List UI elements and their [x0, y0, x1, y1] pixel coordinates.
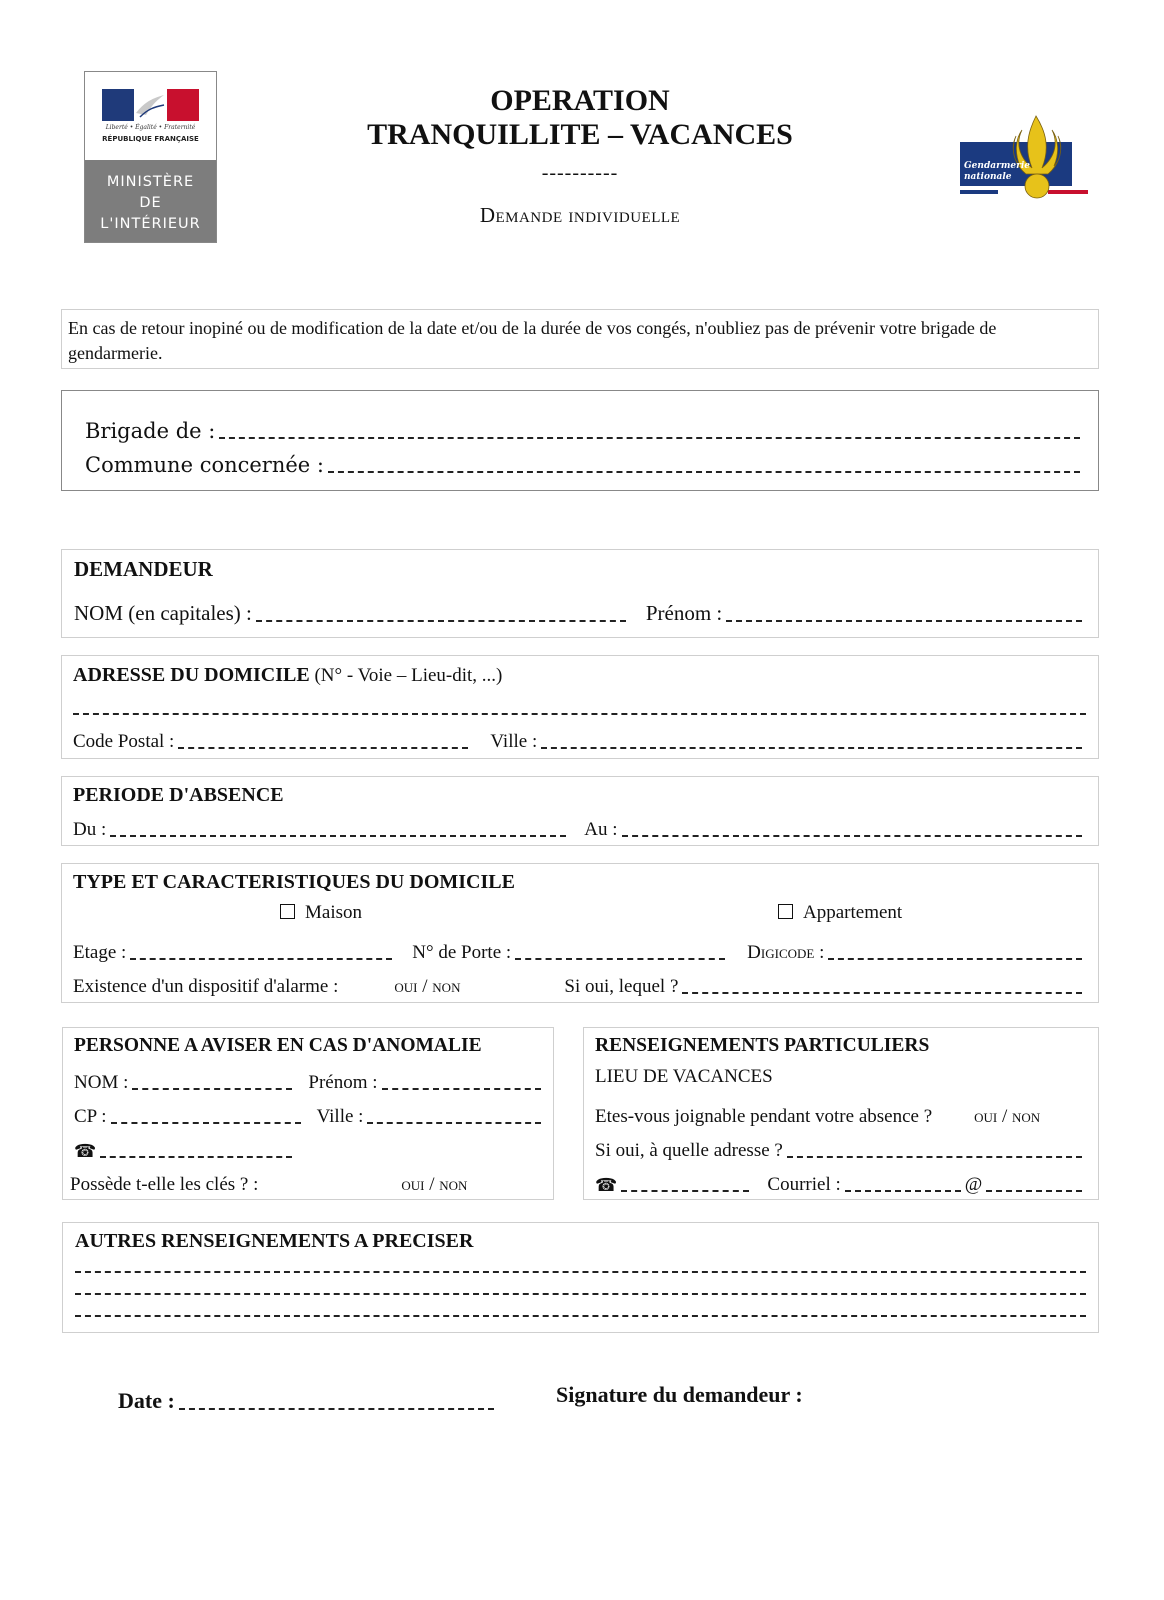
alarme-oui-non[interactable]: oui / non — [394, 976, 461, 997]
republic-label: RÉPUBLIQUE FRANÇAISE — [102, 135, 199, 143]
personne-title: PERSONNE A AVISER EN CAS D'ANOMALIE — [74, 1035, 482, 1056]
type-section — [61, 863, 1099, 1003]
grenade-flame-icon — [958, 112, 1093, 204]
ministry-motto: Liberté • Égalité • Fraternité — [105, 124, 196, 131]
ville-label: Ville : — [490, 731, 538, 752]
ministry-line-3: L'INTÉRIEUR — [100, 216, 201, 232]
lequel-label: Si oui, lequel ? — [564, 976, 679, 997]
cles-oui-non[interactable]: oui / non — [401, 1174, 468, 1195]
page-title-line-1: OPERATION — [490, 84, 670, 117]
du-field[interactable] — [110, 835, 566, 837]
porte-field[interactable] — [515, 958, 725, 960]
code-postal-label: Code Postal : — [73, 731, 175, 752]
lequel-field[interactable] — [682, 992, 1082, 994]
date-field[interactable] — [179, 1408, 494, 1410]
personne-cp-label: CP : — [74, 1106, 107, 1127]
joignable-label: Etes-vous joignable pendant votre absence ? — [595, 1106, 933, 1127]
signature-area[interactable] — [556, 1420, 1076, 1540]
nom-field[interactable] — [256, 620, 626, 622]
etage-field[interactable] — [130, 958, 392, 960]
autres-line-3[interactable] — [75, 1315, 1086, 1317]
cles-label: Possède t-elle les clés ? : — [70, 1174, 259, 1195]
signature-label: Signature du demandeur : — [556, 1382, 803, 1407]
adresse-field[interactable] — [73, 713, 1086, 715]
brigade-field[interactable] — [219, 437, 1080, 439]
page-header — [300, 84, 860, 228]
phone-icon: ☎ — [74, 1141, 97, 1162]
personne-prenom-label: Prénom : — [308, 1072, 378, 1093]
adresse-section — [61, 655, 1099, 759]
autres-line-1[interactable] — [75, 1271, 1086, 1273]
alarme-label: Existence d'un dispositif d'alarme : — [73, 976, 339, 997]
nom-label: NOM (en capitales) : — [74, 601, 252, 625]
personne-nom-field[interactable] — [132, 1088, 292, 1090]
digicode-field[interactable] — [828, 958, 1082, 960]
date-row — [118, 1378, 498, 1414]
prenom-label: Prénom : — [645, 601, 723, 625]
date-label: Date : — [118, 1388, 175, 1413]
maison-checkbox[interactable] — [280, 902, 362, 924]
ministry-line-1: MINISTÈRE — [106, 174, 195, 190]
gendarmerie-label-2: nationale — [964, 172, 1012, 182]
lieu-vacances-label: LIEU DE VACANCES — [595, 1066, 773, 1087]
prenom-field[interactable] — [726, 620, 1082, 622]
notice-text: En cas de retour inopiné ou de modification de la date et/ou de la durée de vos congés, n'oubliez pas de prévenir votre brigade de gendarmerie. — [68, 318, 997, 363]
personne-ville-label: Ville : — [316, 1106, 364, 1127]
renseignements-section — [583, 1027, 1099, 1200]
ministry-logo — [84, 71, 217, 243]
at-sign: @ — [964, 1174, 983, 1195]
etage-label: Etage : — [73, 942, 127, 963]
appartement-checkbox[interactable] — [778, 902, 902, 924]
brigade-box — [61, 390, 1099, 491]
autre-adresse-label: Si oui, à quelle adresse ? — [595, 1140, 783, 1161]
demandeur-title: DEMANDEUR — [74, 557, 213, 581]
courriel-label: Courriel : — [767, 1174, 841, 1195]
notice-box — [61, 309, 1099, 369]
commune-field[interactable] — [328, 471, 1080, 473]
commune-label: Commune concernée : — [85, 453, 324, 477]
adresse-title: ADRESSE DU DOMICILE — [73, 664, 310, 686]
porte-label: N° de Porte : — [412, 942, 512, 963]
adresse-hint: (N° - Voie – Lieu-dit, ...) — [314, 665, 503, 686]
personne-cp-field[interactable] — [111, 1122, 301, 1124]
personne-ville-field[interactable] — [367, 1122, 541, 1124]
joignable-oui-non[interactable]: oui / non — [974, 1106, 1041, 1127]
code-postal-field[interactable] — [178, 747, 468, 749]
du-label: Du : — [73, 819, 107, 840]
appartement-label: Appartement — [803, 902, 903, 923]
au-label: Au : — [584, 819, 618, 840]
french-flag-icon — [102, 89, 199, 121]
courriel-user-field[interactable] — [845, 1190, 961, 1192]
personne-section — [62, 1027, 554, 1200]
title-separator: ---------- — [541, 162, 619, 184]
personne-prenom-field[interactable] — [382, 1088, 541, 1090]
periode-section — [61, 776, 1099, 846]
digicode-label: Digicode : — [747, 942, 825, 963]
ville-field[interactable] — [541, 747, 1082, 749]
phone-icon: ☎ — [595, 1175, 618, 1196]
gendarmerie-logo — [958, 112, 1093, 204]
brigade-label: Brigade de : — [85, 419, 216, 443]
personne-nom-label: NOM : — [74, 1072, 129, 1093]
page-subtitle: Demande individuelle — [479, 203, 681, 227]
courriel-domain-field[interactable] — [986, 1190, 1082, 1192]
page-title-line-2: TRANQUILLITE – VACANCES — [367, 118, 793, 151]
au-field[interactable] — [622, 835, 1083, 837]
personne-phone-field[interactable] — [100, 1156, 292, 1158]
renseignements-title: RENSEIGNEMENTS PARTICULIERS — [595, 1035, 930, 1056]
autres-line-2[interactable] — [75, 1293, 1086, 1295]
renseignements-phone-field[interactable] — [621, 1190, 749, 1192]
gendarmerie-label-1: Gendarmerie — [964, 161, 1030, 171]
periode-title: PERIODE D'ABSENCE — [73, 784, 284, 806]
autres-section — [62, 1222, 1099, 1333]
demandeur-section — [61, 549, 1099, 638]
maison-label: Maison — [305, 902, 362, 923]
type-title: TYPE ET CARACTERISTIQUES DU DOMICILE — [73, 871, 515, 893]
autre-adresse-field[interactable] — [787, 1156, 1082, 1158]
autres-title: AUTRES RENSEIGNEMENTS A PRECISER — [75, 1230, 474, 1252]
ministry-line-2: DE — [139, 195, 162, 211]
